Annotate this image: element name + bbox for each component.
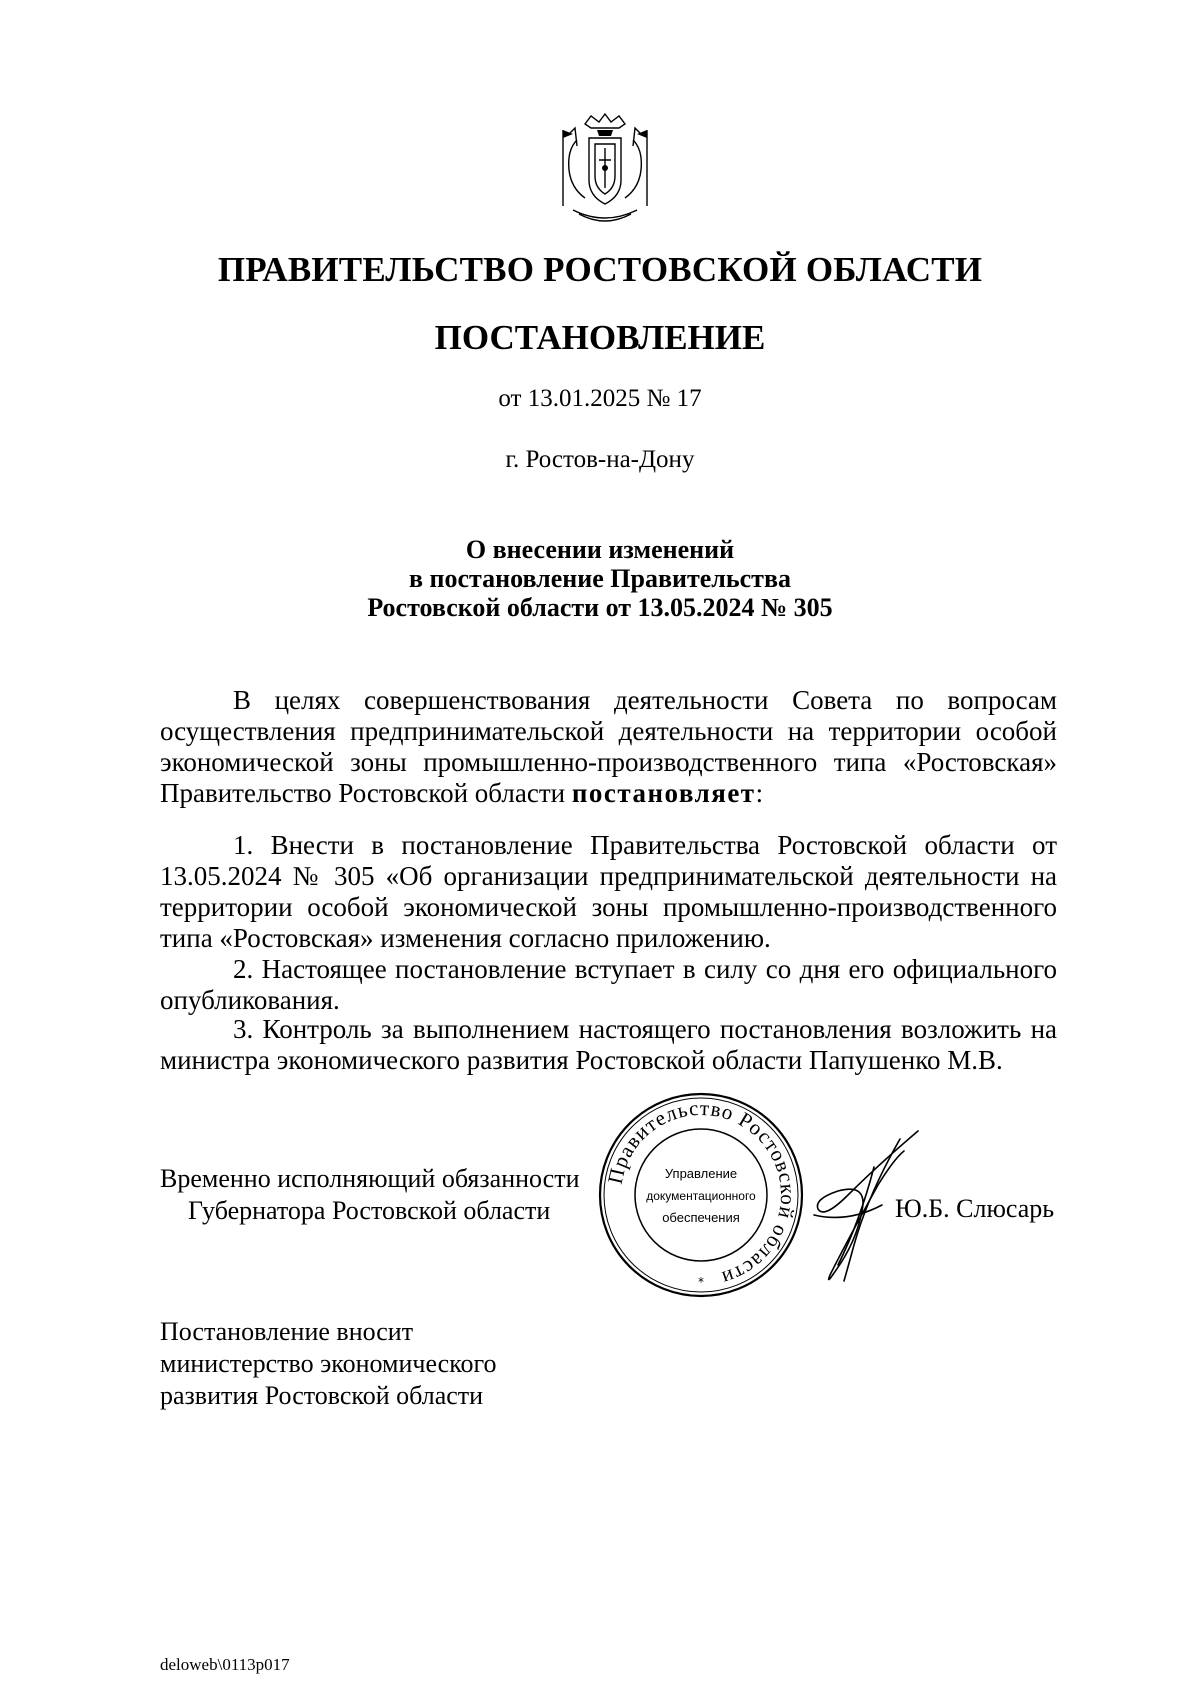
document-date-number: от 13.01.2025 № 17: [498, 385, 702, 412]
seal-inner-line: обеспечения: [662, 1210, 740, 1225]
seal-inner-line: Управление: [664, 1166, 738, 1181]
svg-text:*: *: [698, 1275, 704, 1289]
subject-line: Ростовской области от 13.05.2024 № 305: [367, 593, 833, 622]
position-line: Временно исполняющий обязанности: [160, 1164, 580, 1193]
subject-line: О внесении изменений: [465, 535, 735, 564]
seal-outer-text: Правительство Ростовской области: [602, 1095, 801, 1292]
document-code: deloweb\0113p017: [160, 1655, 290, 1674]
preamble-end: :: [755, 778, 764, 808]
preamble-paragraph: [160, 685, 1057, 809]
note-line: развития Ростовской области: [160, 1381, 484, 1410]
clause-2: [160, 954, 1057, 1016]
resolves-word: постановляет: [571, 778, 756, 808]
signatory-position: [160, 1163, 580, 1227]
preamble-text: В целях совершенствования деятельности Совета по вопросам осуществления предпринимательской деятельности на территории особой экономической зоны промышленно-производственного типа «Ростовская» Правительство Ростовской области: [160, 685, 1057, 808]
signatory-name: Ю.Б. Слюсарь: [895, 1194, 1055, 1223]
clause-text: 2. Настоящее постановление вступает в силу со дня его официального опубликования.: [160, 954, 1057, 1015]
document-subject: [0, 535, 1200, 622]
note-line: министерство экономического: [160, 1349, 497, 1378]
clause-1: [160, 830, 1057, 954]
clause-text: 1. Внести в постановление Правительства Ростовской области от 13.05.2024 № 305 «Об организации предпринимательской деятельности на территории особой экономической зоны промышленно-производственного типа «Ростовская» изменения согласно приложению.: [160, 830, 1057, 953]
seal-inner-line: документационного: [646, 1189, 756, 1203]
government-title: ПРАВИТЕЛЬСТВО РОСТОВСКОЙ ОБЛАСТИ: [217, 250, 983, 289]
clause-3: [160, 1014, 1057, 1076]
document-type: ПОСТАНОВЛЕНИЕ: [434, 318, 766, 357]
submitter-note: [160, 1316, 497, 1412]
coat-of-arms-icon: [555, 110, 655, 228]
round-stamp-icon: [596, 1090, 806, 1300]
clause-text: 3. Контроль за выполнением настоящего постановления возложить на министра экономического развития Ростовской области Папушенко М.В.: [160, 1014, 1057, 1075]
document-city: г. Ростов-на-Дону: [505, 446, 695, 473]
position-line: Губернатора Ростовской области: [188, 1196, 551, 1225]
subject-line: в постановление Правительства: [408, 564, 791, 593]
note-line: Постановление вносит: [160, 1317, 414, 1346]
